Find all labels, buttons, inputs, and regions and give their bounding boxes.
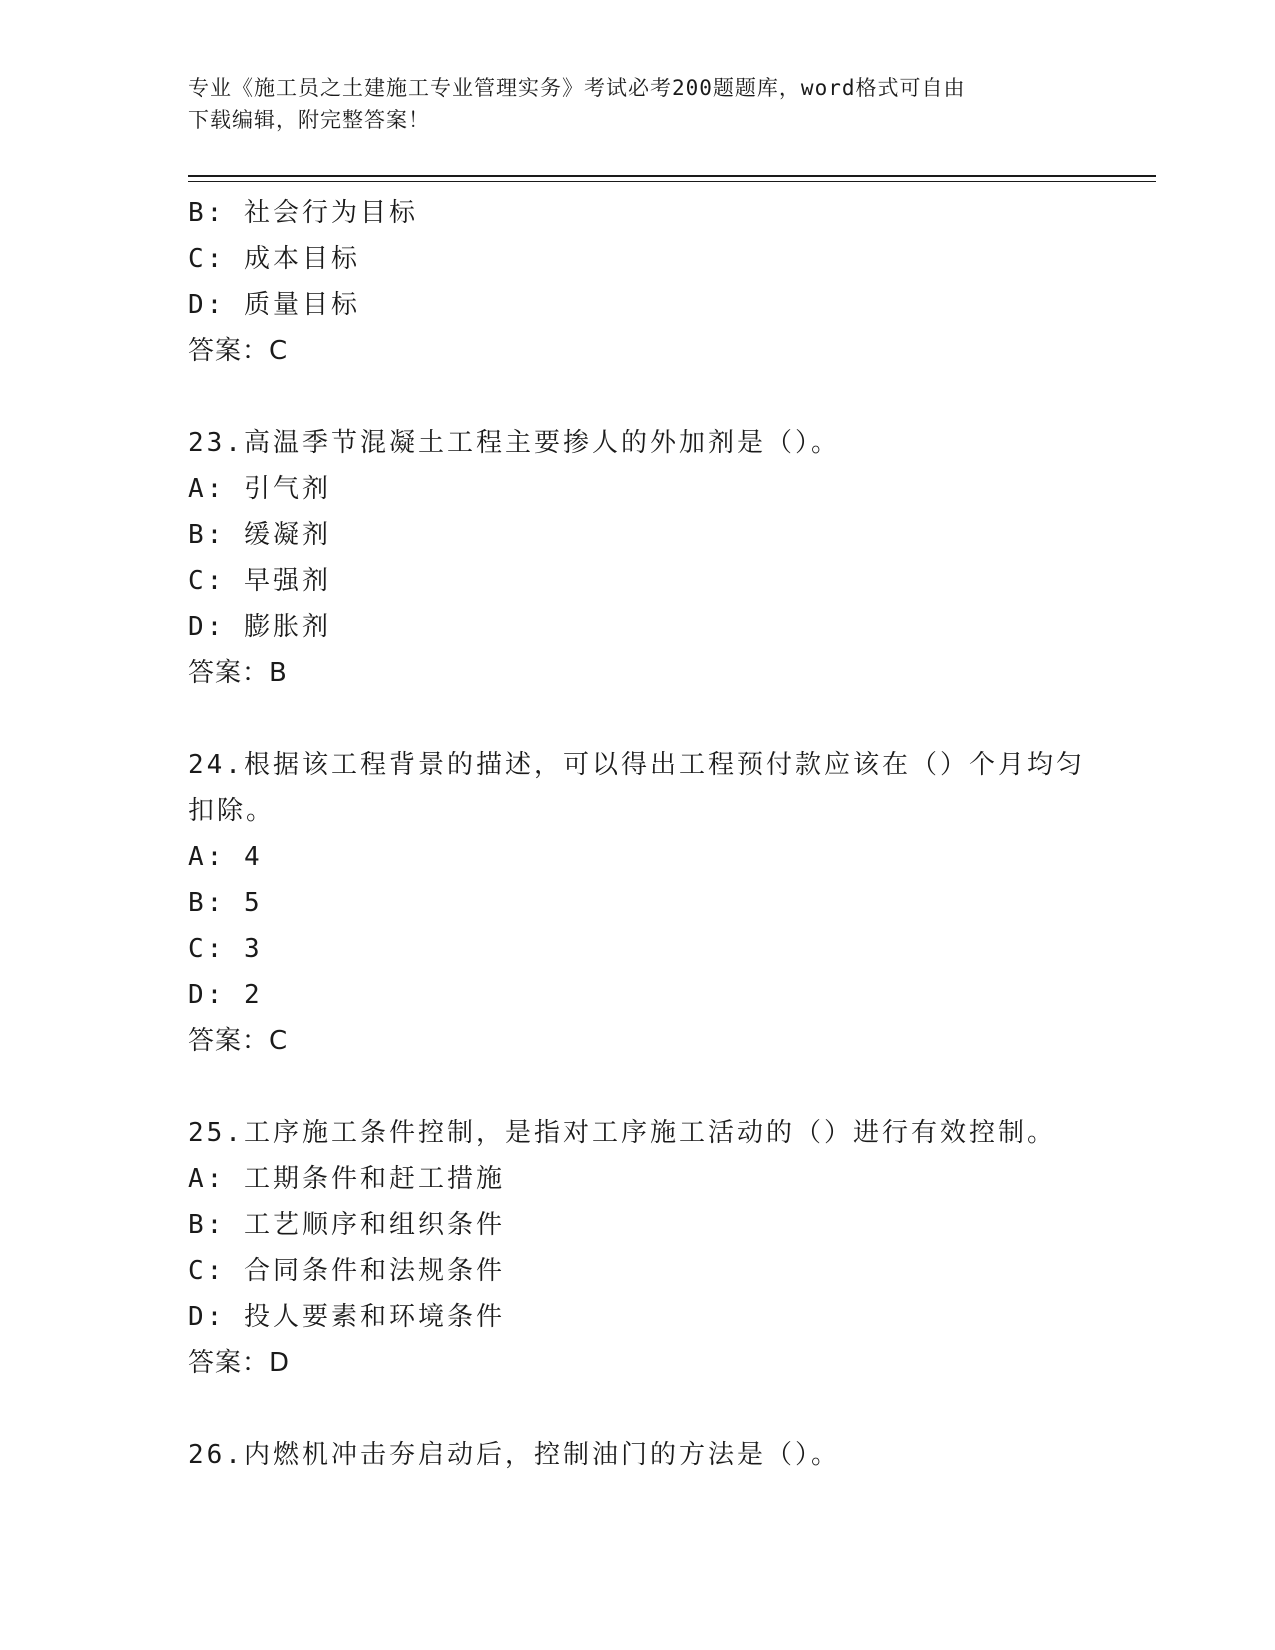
option-d: D: 膨胀剂: [188, 612, 331, 642]
option-a: A: 工期条件和赶工措施: [188, 1164, 505, 1194]
option-c: C: 3: [188, 934, 263, 964]
header-rule-thin: [188, 181, 1156, 182]
option-c: C: 成本目标: [188, 244, 360, 274]
option-b: B: 缓凝剂: [188, 520, 331, 550]
option-d: D: 质量目标: [188, 290, 360, 320]
spacer: [188, 696, 1088, 742]
question-22-continued: [188, 190, 1088, 374]
question-23: [188, 420, 1088, 696]
question-26: [188, 1432, 1088, 1478]
option-b: B: 5: [188, 888, 263, 918]
question-stem-line-1: 24.根据该工程背景的描述，可以得出工程预付款应该在（）个月均匀: [188, 750, 1085, 780]
option-a: A: 4: [188, 842, 263, 872]
question-stem-line-2: 扣除。: [188, 796, 276, 826]
question-stem: 25.工序施工条件控制，是指对工序施工活动的（）进行有效控制。: [188, 1118, 1056, 1148]
document-header: [188, 72, 1088, 136]
header-rule-thick: [188, 175, 1156, 177]
question-stem: 26.内燃机冲击夯启动后，控制油门的方法是（）。: [188, 1440, 840, 1470]
option-b: B: 社会行为目标: [188, 198, 418, 228]
option-d: D: 2: [188, 980, 263, 1010]
option-c: C: 早强剂: [188, 566, 331, 596]
answer-line: 答案：C: [188, 336, 289, 366]
spacer: [188, 1386, 1088, 1432]
spacer: [188, 374, 1088, 420]
spacer: [188, 1064, 1088, 1110]
option-c: C: 合同条件和法规条件: [188, 1256, 505, 1286]
header-title-line-2: 下载编辑，附完整答案！: [188, 108, 430, 132]
document-body: [188, 190, 1088, 1478]
question-24: [188, 742, 1088, 1064]
option-d: D: 投人要素和环境条件: [188, 1302, 505, 1332]
answer-line: 答案：B: [188, 658, 288, 688]
option-a: A: 引气剂: [188, 474, 331, 504]
option-b: B: 工艺顺序和组织条件: [188, 1210, 505, 1240]
answer-line: 答案：D: [188, 1348, 291, 1378]
question-stem: 23.高温季节混凝土工程主要掺人的外加剂是（）。: [188, 428, 840, 458]
header-title-line-1: 专业《施工员之土建施工专业管理实务》考试必考200题题库，word格式可自由: [188, 76, 966, 100]
answer-line: 答案：C: [188, 1026, 289, 1056]
question-25: [188, 1110, 1088, 1386]
